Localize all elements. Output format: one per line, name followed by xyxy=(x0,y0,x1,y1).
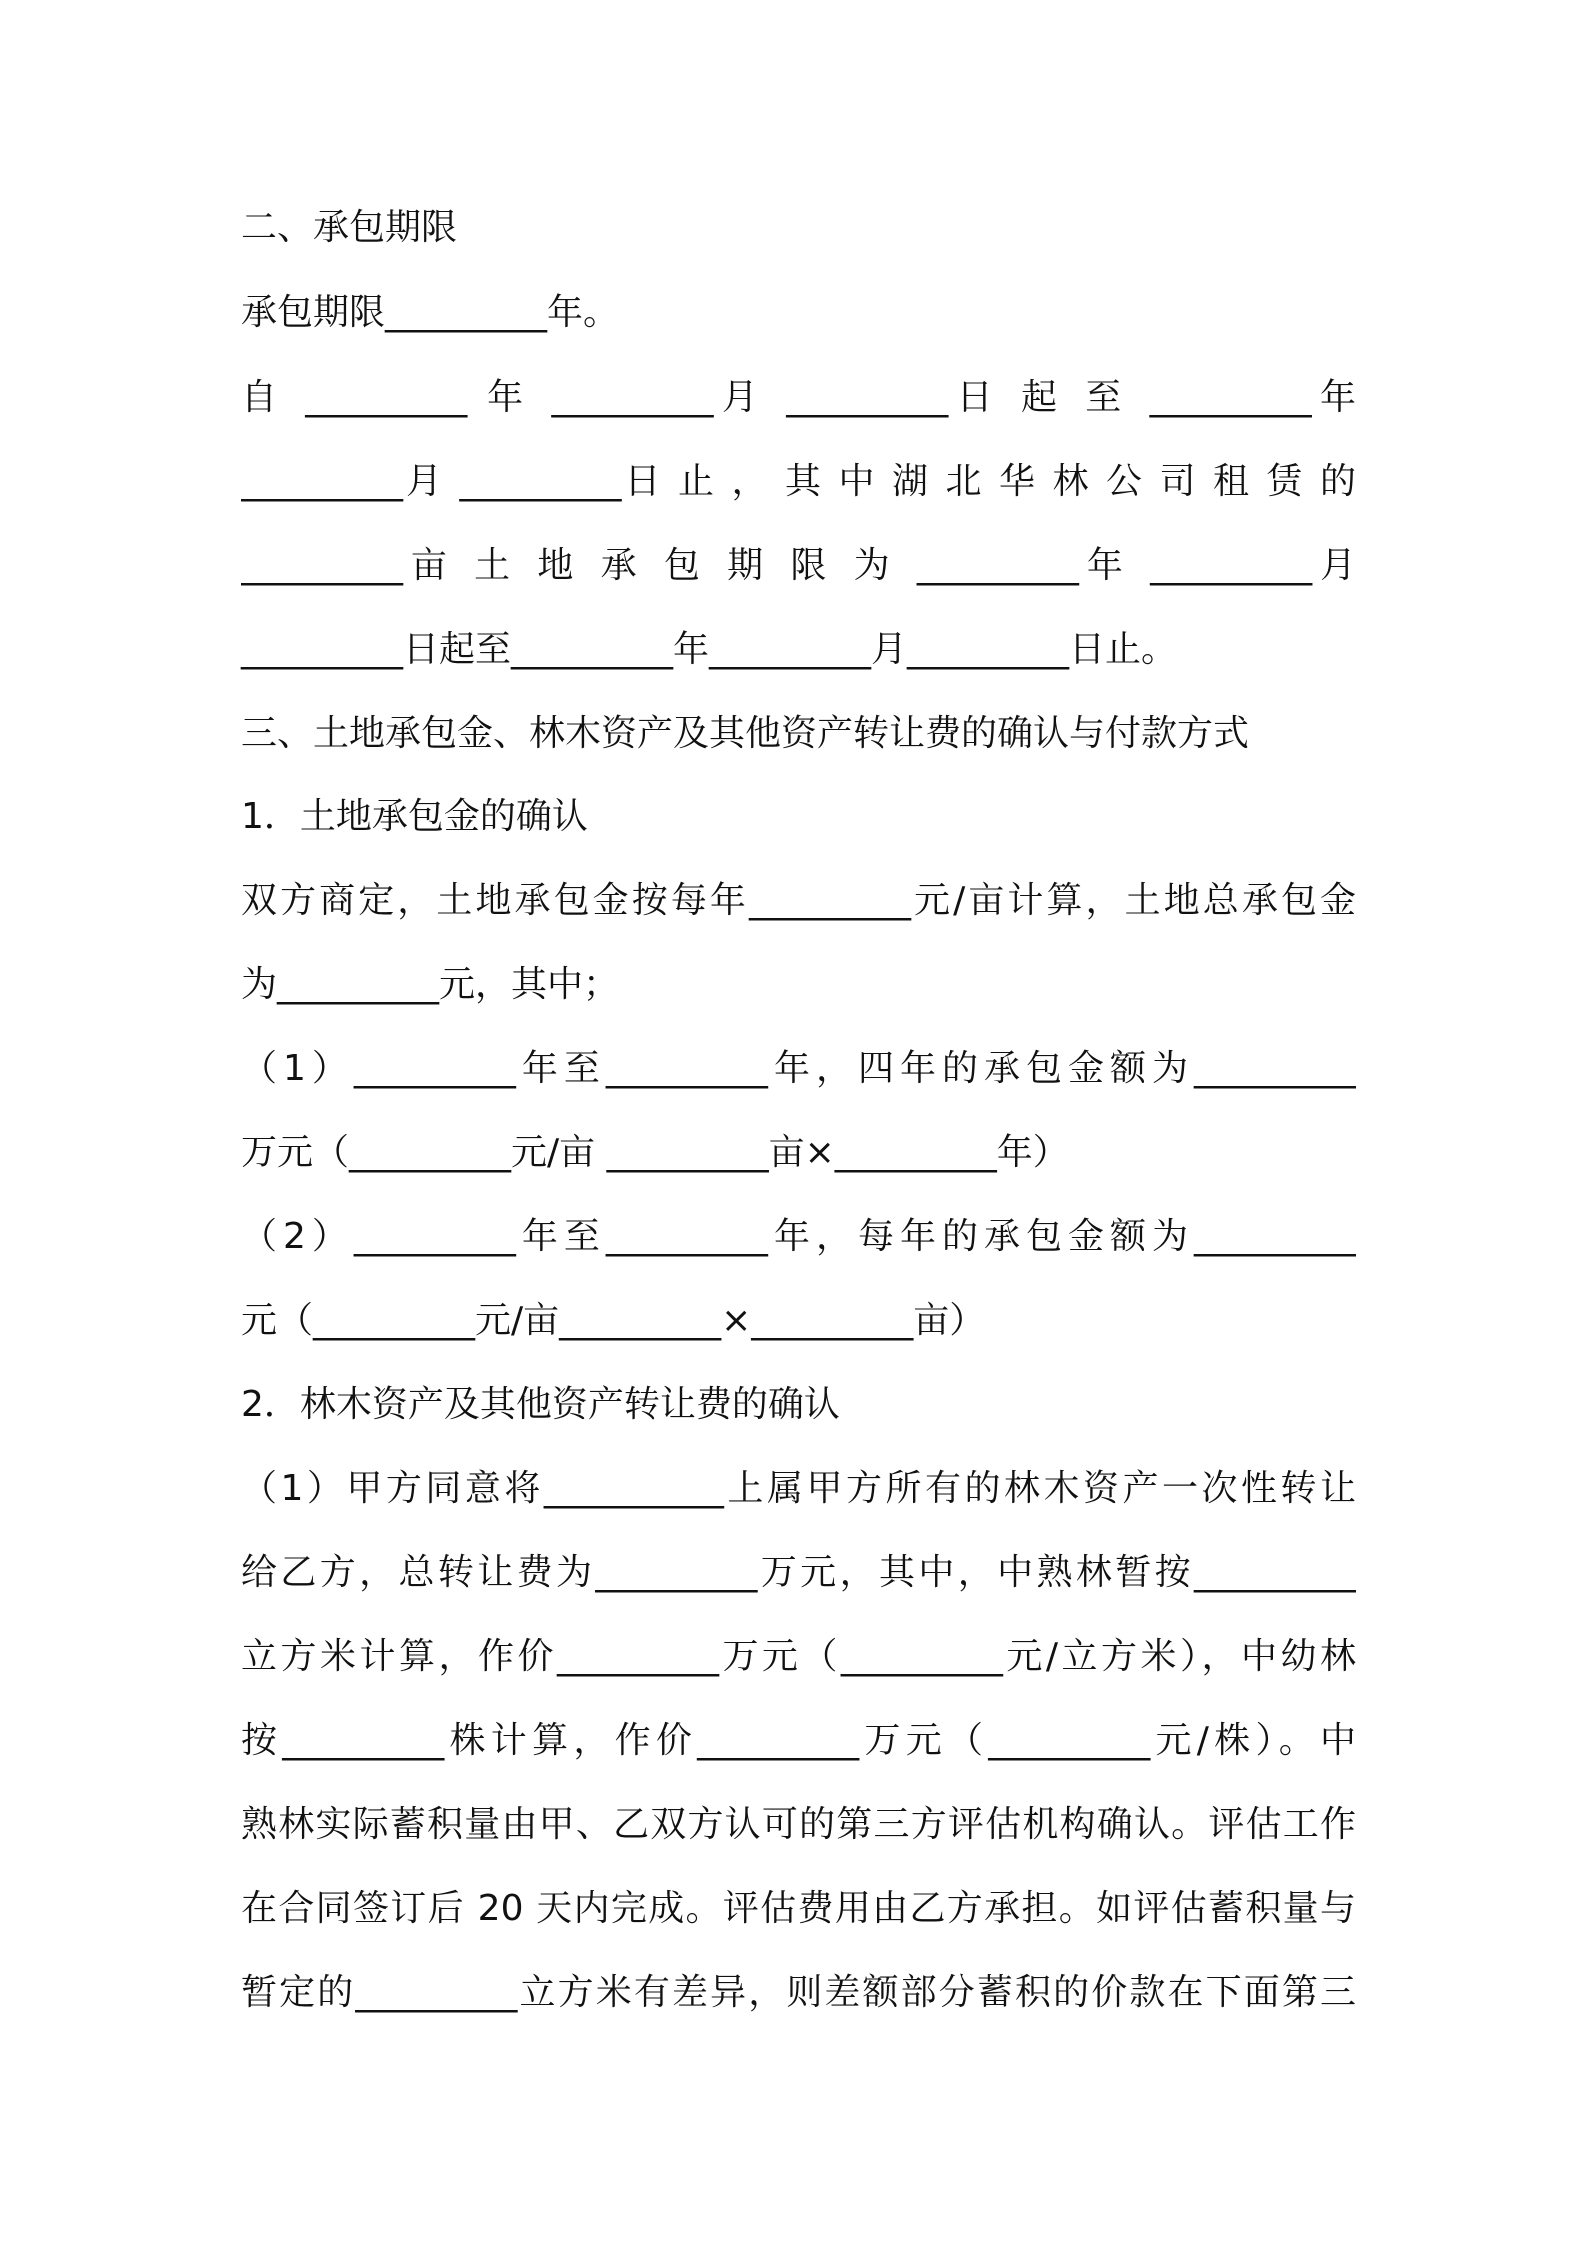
text-line: 给乙方，总转让费为_________万元，其中，中熟林暂按_________ xyxy=(241,1552,1356,1593)
text-line: 暂定的_________立方米有差异，则差额部分蓄积的价款在下面第三 xyxy=(241,1972,1356,2013)
text-line: （1）_________年至_________年，四年的承包金额为_________ xyxy=(241,1048,1356,1089)
text-line: 万元（_________元/亩 _________亩×_________年） xyxy=(241,1132,1069,1173)
text-line: 熟林实际蓄积量由甲、乙双方认可的第三方评估机构确认。评估工作 xyxy=(241,1804,1356,1845)
text-line: （2）_________年至_________年，每年的承包金额为_________ xyxy=(241,1216,1356,1257)
text-line: 元（_________元/亩_________×_________亩） xyxy=(241,1300,986,1341)
text-line: 为_________元，其中； xyxy=(241,964,620,1005)
subsection-heading-land-fee: 1．土地承包金的确认 xyxy=(241,796,588,837)
section-heading-contract-term: 二、承包期限 xyxy=(241,207,458,248)
text-line: _________日起至_________年_________月_________日止。 xyxy=(241,629,1178,670)
text-line: 按_________株计算，作价_________万元（_________元/株）。中 xyxy=(241,1720,1356,1761)
text-line: _________月 _________日 止 ， 其 中 湖 北 华 林 公 司 租 赁 的 xyxy=(241,461,1356,502)
section-heading-payment: 三、土地承包金、林木资产及其他资产转让费的确认与付款方式 xyxy=(241,713,1250,754)
text-line: 在合同签订后 20 天内完成。评估费用由乙方承担。如评估蓄积量与 xyxy=(241,1888,1356,1929)
subsection-heading-asset-transfer: 2．林木资产及其他资产转让费的确认 xyxy=(241,1384,840,1425)
text-line: 双方商定，土地承包金按每年_________元/亩计算，土地总承包金 xyxy=(241,880,1356,921)
text-line: 承包期限_________年。 xyxy=(241,292,620,333)
text-line: （1）甲方同意将__________上属甲方所有的林木资产一次性转让 xyxy=(241,1468,1356,1509)
text-line: 自 _________ 年 _________月 _________日 起 至 _________年 xyxy=(241,377,1356,418)
text-line: 立方米计算，作价_________万元（_________元/立方米），中幼林 xyxy=(241,1636,1356,1677)
text-line: _________亩 土 地 承 包 期 限 为 _________年 _________月 xyxy=(241,545,1356,586)
